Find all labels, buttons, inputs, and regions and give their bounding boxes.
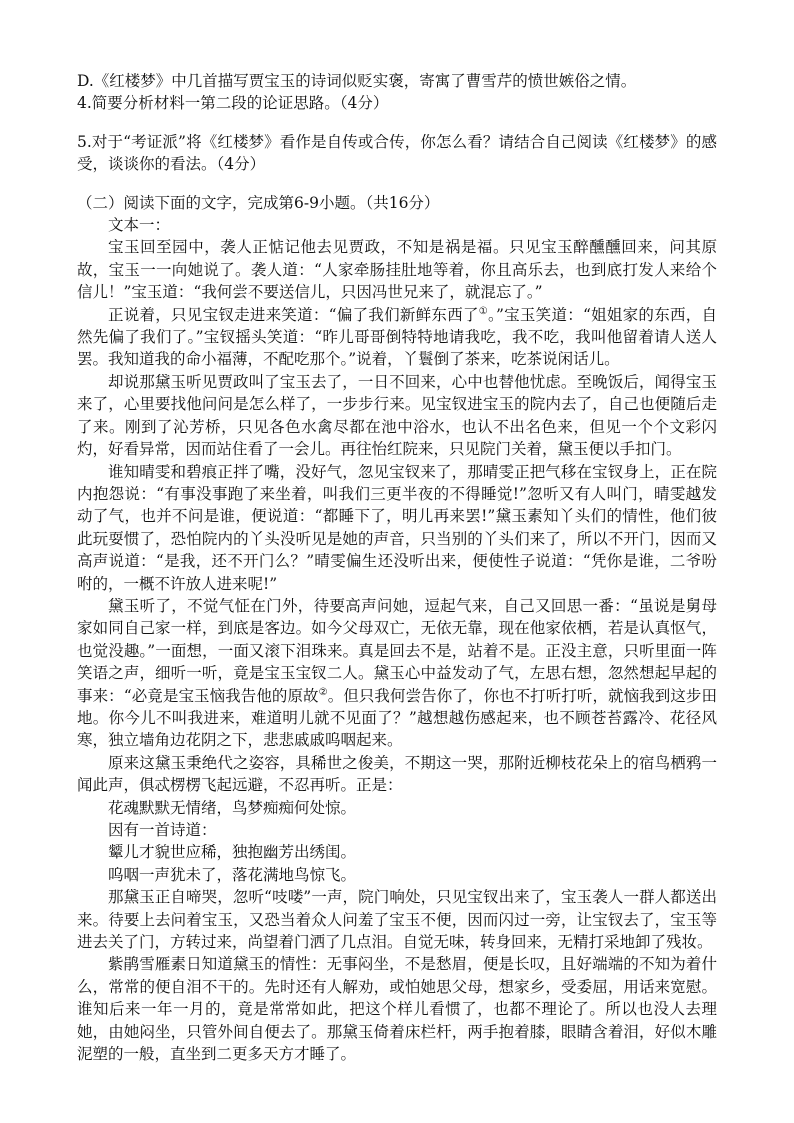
paragraph-5 (77, 595, 717, 752)
section-heading: （二）阅读下面的文字，完成第6-9小题。（共16分） (77, 193, 440, 212)
paragraph-5-part-b: 。但只我何尝告你了，你也不打听打听，就恼我到这步田地。你今儿不叫我进来，难道明儿就不见面了？”越想越伤感起来，也不顾苍苔露冷、花径风寒，独立墙角边花阴之下，悲悲戚戚呜咽起来。 (77, 686, 717, 750)
question-4: 4.简要分析材料一第二段的论证思路。（4分） (77, 94, 389, 113)
text-label: 文本一： (108, 216, 171, 235)
footnote-marker-2: ② (318, 686, 328, 698)
verse-line-2: 颦儿才貌世应稀，独抱幽芳出绣闺。 (108, 843, 357, 862)
paragraph-2-part-a: 正说着，只见宝钗走进来笑道：“偏了我们新鲜东西了 (108, 305, 479, 324)
exam-page (77, 70, 717, 1065)
option-d: D.《红楼梦》中几首描写贾宝玉的诗词似贬实褒，寄寓了曹雪芹的愤世嫉俗之情。 (77, 72, 637, 90)
paragraph-7: 那黛玉正自啼哭，忽听“吱喽”一声，院门响处，只见宝钗出来了，宝玉袭人一群人都送出来。待要上去问着宝玉，又恐当着众人问羞了宝玉不便，因而闪过一旁，让宝钗去了，宝玉等进去关了门，方转过来，尚望着门洒了几点泪。自觉无味，转身回来，无精打采地卸了残妆。 (77, 888, 717, 952)
paragraph-5-part-a: 黛玉听了，不觉气怔在门外，待要高声问她，逗起气来，自己又回思一番：“虽说是舅母家如同自己家一样，到底是客边。如今父母双亡，无依无靠，现在他家依栖，若是认真怄气，也觉没趣。”一面想，一面又滚下泪珠来。真是回去不是，站着不是。正没主意，只听里面一阵笑语之声，细听一听，竟是宝玉宝钗二人。黛玉心中益发动了气，左思右想，忽然想起早起的事来：“必竟是宝玉恼我告他的原故 (77, 596, 717, 705)
paragraph-6: 原来这黛玉秉绝代之姿容，具稀世之俊美，不期这一哭，那附近柳枝花朵上的宿鸟栖鸦一闻此声，俱忒楞楞飞起远避，不忍再听。正是： (77, 753, 717, 795)
paragraph-3: 却说那黛玉听见贾政叫了宝玉去了，一日不回来，心中也替他忧虑。至晚饭后，闻得宝玉来了，心里要找他问问是怎么样了，一步步行来。见宝钗进宝玉的院内去了，自己也便随后走了来。刚到了沁芳桥，只见各色水禽尽都在池中浴水，也认不出名色来，但见一个个文彩闪灼，好看异常，因而站住看了一会儿。再往怡红院来，只见院门关着，黛玉便以手扣门。 (77, 372, 717, 459)
verse-line-1: 花魂默默无情绪，鸟梦痴痴何处惊。 (108, 798, 357, 817)
footnote-marker-1: ① (478, 305, 488, 317)
paragraph-8: 紫鹃雪雁素日知道黛玉的情性：无事闷坐，不是愁眉，便是长叹，且好端端的不知为着什么，常常的便自泪不干的。先时还有人解劝，或怕她思父母，想家乡，受委屈，用话来宽慰。谁知后来一年一月的，竟是常常如此，把这个样儿看惯了，也都不理论了。所以也没人去理她，由她闷坐，只管外间自便去了。那黛玉倚着床栏杆，两手抱着膝，眼睛含着泪，好似木雕泥塑的一般，直坐到二更多天方才睡了。 (77, 955, 717, 1064)
paragraph-1: 宝玉回至园中，袭人正惦记他去见贾政，不知是祸是福。只见宝玉醉醺醺回来，问其原故，宝玉一一向她说了。袭人道：“人家牵肠挂肚地等着，你且高乐去，也到底打发人来给个信儿！”宝玉道：“我何尝不要送信儿，只因冯世兄来了，就混忘了。” (77, 238, 717, 302)
paragraph-4: 谁知晴雯和碧痕正拌了嘴，没好气，忽见宝钗来了，那晴雯正把气移在宝钗身上，正在院内抱怨说：“有事没事跑了来坐着，叫我们三更半夜的不得睡觉!”忽听又有人叫门，晴雯越发动了气，也并不问是谁，便说道：“都睡下了，明儿再来罢!”黛玉素知丫头们的情性，他们彼此玩耍惯了，恐怕院内的丫头没听见是她的声音，只当别的丫头们来了，所以不开门，因而又高声说道：“是我，还不开门么？”晴雯偏生还没听出来，便使性子说道：“凭你是谁，二爷吩咐的，一概不许放人进来呢!” (77, 462, 717, 593)
poem-intro: 因有一首诗道： (108, 821, 217, 839)
question-5: 5.对于“考证派”将《红楼梦》看作是自传或合传，你怎么看？请结合自己阅读《红楼梦》的感受，谈谈你的看法。（4分） (77, 132, 717, 174)
verse-line-3: 呜咽一声犹未了，落花满地鸟惊飞。 (108, 865, 357, 884)
paragraph-2-part-b: 。”宝玉笑道：“姐姐家的东西，自然先偏了我们了。”宝钗摇头笑道：“昨儿哥哥倒特特地请我吃，我不吃，我叫他留着请人送人罢。我知道我的命小福薄，不配吃那个。”说着，丫鬟倒了茶来，吃茶说闲话儿。 (77, 305, 717, 369)
paragraph-2 (77, 304, 717, 371)
